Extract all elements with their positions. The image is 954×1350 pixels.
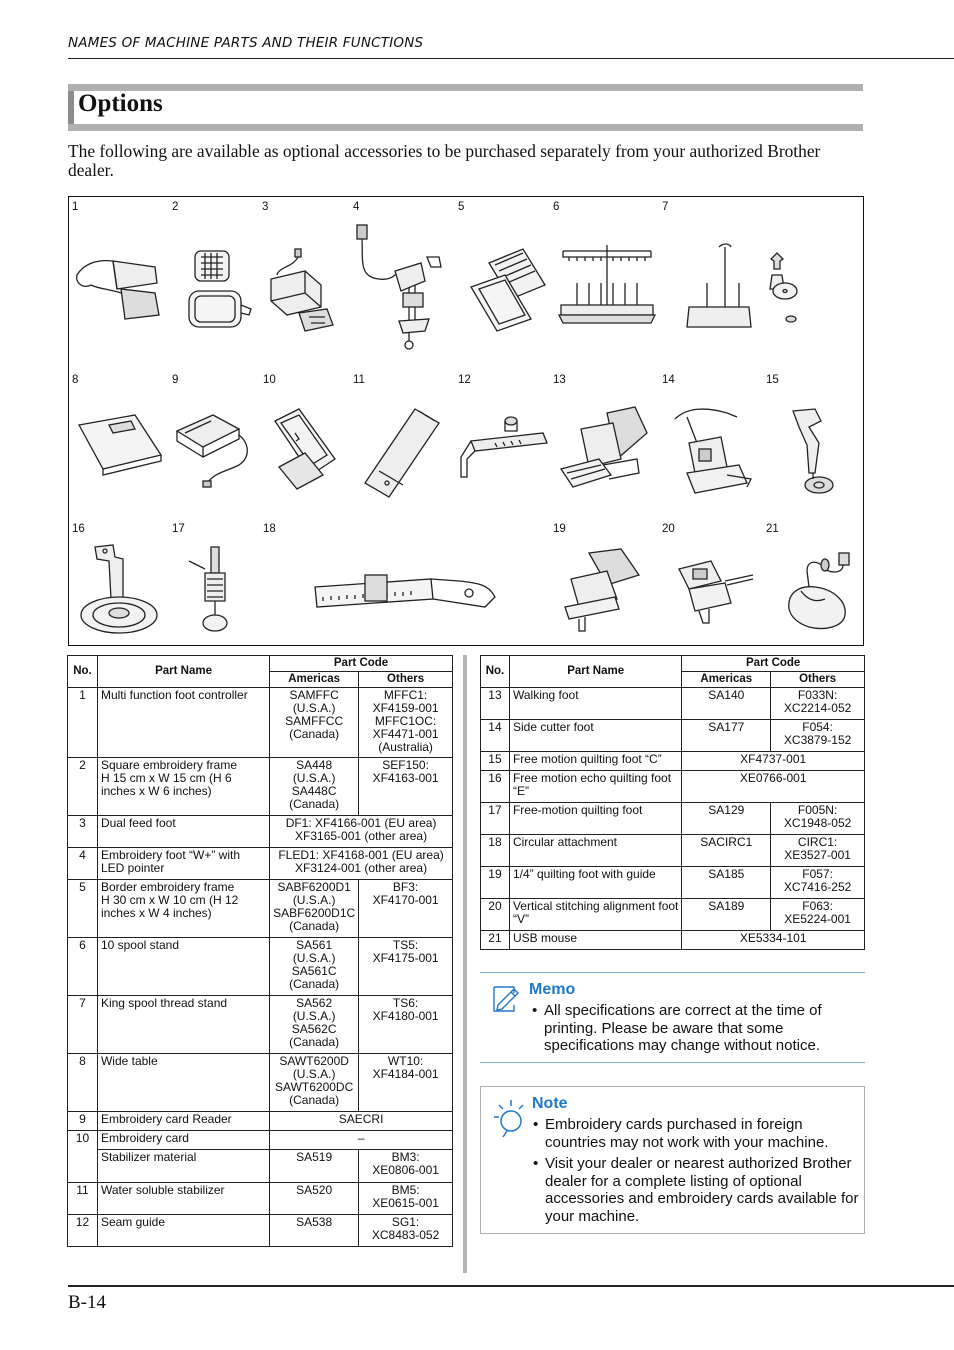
table-row xyxy=(481,835,865,867)
table-row xyxy=(68,1054,453,1112)
table-row xyxy=(68,1215,453,1247)
figure-number: 1 xyxy=(72,201,79,213)
cell-no: 11 xyxy=(68,1183,98,1215)
table-row xyxy=(68,688,453,758)
cell-part-name: Walking foot xyxy=(509,688,681,720)
cell-part-name: Free motion quilting foot “C” xyxy=(509,752,681,771)
cell-part-name: Border embroidery frame H 30 cm x W 10 cm (H 12 inches x W 4 inches) xyxy=(97,880,269,938)
cell-no: 17 xyxy=(481,803,510,835)
cell-no: 10 xyxy=(68,1131,98,1183)
cell-others: F057: XC7416-252 xyxy=(771,867,865,899)
cell-americas: SACIRC1 xyxy=(682,835,771,867)
cell-part-name: Stabilizer material xyxy=(97,1150,269,1183)
cell-no: 2 xyxy=(68,758,98,816)
embroidery-card-icon xyxy=(265,405,347,495)
memo-title: Memo xyxy=(529,981,576,998)
square-embroidery-frame-icon xyxy=(181,245,257,335)
cell-others: BF3: XF4170-001 xyxy=(359,880,453,938)
cell-americas: SA177 xyxy=(682,720,771,752)
cell-others: CIRC1: XE3527-001 xyxy=(771,835,865,867)
king-spool-stand-icon xyxy=(679,239,799,335)
figure-number: 4 xyxy=(353,201,360,213)
vertical-stitching-foot-icon xyxy=(669,553,759,629)
cell-part-name: Embroidery foot “W+” with LED pointer xyxy=(97,848,269,880)
embroidery-foot-led-icon xyxy=(349,221,449,356)
walking-foot-icon xyxy=(553,403,653,503)
intro-paragraph: The following are available as optional accessories to be purchased separately from your authorized Brother dealer. xyxy=(68,141,821,180)
note-item: • Embroidery cards purchased in foreign countries may not work with your machine. xyxy=(533,1116,829,1151)
bullet: • xyxy=(532,1002,538,1019)
figure-number: 7 xyxy=(662,201,669,213)
cell-part-code: SAECRI xyxy=(270,1112,453,1131)
col-header-no: No. xyxy=(481,656,510,688)
cell-americas: SA562 (U.S.A.) SA562C (Canada) xyxy=(270,996,359,1054)
cell-no: 4 xyxy=(68,848,98,880)
table-row xyxy=(68,1183,453,1215)
col-header-others: Others xyxy=(359,672,453,688)
free-motion-quilting-foot-c-icon xyxy=(779,403,849,499)
spool-stand-icon xyxy=(555,239,659,335)
col-header-part-code: Part Code xyxy=(270,656,453,672)
bullet: • xyxy=(533,1155,539,1172)
cell-americas: SA448 (U.S.A.) SA448C (Canada) xyxy=(270,758,359,816)
figure-number: 20 xyxy=(662,523,675,535)
usb-mouse-icon xyxy=(777,547,859,633)
cell-no: 14 xyxy=(481,720,510,752)
figure-number: 6 xyxy=(553,201,560,213)
seam-guide-icon xyxy=(455,413,551,485)
cell-americas: SAMFFC (U.S.A.) SAMFFCC (Canada) xyxy=(270,688,359,758)
figure-number: 17 xyxy=(172,523,185,535)
embroidery-card-reader-icon xyxy=(169,403,257,493)
cell-no: 16 xyxy=(481,771,510,803)
table-row xyxy=(481,899,865,931)
table-row xyxy=(68,816,453,848)
figure-number: 12 xyxy=(458,374,471,386)
border-embroidery-frame-icon xyxy=(465,245,553,335)
cell-part-code: XE5334-101 xyxy=(682,931,865,950)
cell-others: TS5: XF4175-001 xyxy=(359,938,453,996)
cell-others: SG1: XC8483-052 xyxy=(359,1215,453,1247)
col-header-americas: Americas xyxy=(682,672,771,688)
cell-no: 3 xyxy=(68,816,98,848)
cell-others: F063: XE5224-001 xyxy=(771,899,865,931)
cell-part-code: DF1: XF4166-001 (EU area) XF3165-001 (other area) xyxy=(270,816,453,848)
table-row xyxy=(481,688,865,720)
dual-feed-foot-icon xyxy=(265,243,341,339)
table-row xyxy=(68,880,453,938)
table-row xyxy=(68,1131,453,1150)
cell-no: 6 xyxy=(68,938,98,996)
table-row xyxy=(68,1112,453,1131)
circular-attachment-icon xyxy=(309,571,501,615)
foot-controller-icon xyxy=(73,249,165,329)
cell-americas: SA185 xyxy=(682,867,771,899)
cell-americas: SA519 xyxy=(270,1150,359,1183)
cell-part-name: Seam guide xyxy=(97,1215,269,1247)
figure-number: 11 xyxy=(353,374,365,386)
cell-americas: SA140 xyxy=(682,688,771,720)
note-item: • Visit your dealer or nearest authorized Brother dealer for a complete listing of optional accessories and embroidery cards available for your machine. xyxy=(533,1155,859,1225)
cell-part-name: Circular attachment xyxy=(509,835,681,867)
table-row xyxy=(68,938,453,996)
cell-part-name: Embroidery card xyxy=(97,1131,269,1150)
cell-others: BM5: XE0615-001 xyxy=(359,1183,453,1215)
figure-number: 2 xyxy=(172,201,179,213)
memo-pencil-icon xyxy=(492,985,522,1013)
cell-americas: SA189 xyxy=(682,899,771,931)
free-motion-echo-quilting-foot-icon xyxy=(75,543,161,639)
cell-part-code: – xyxy=(270,1131,453,1150)
side-cutter-foot-icon xyxy=(667,403,763,503)
cell-others: F005N: XC1948-052 xyxy=(771,803,865,835)
cell-no: 7 xyxy=(68,996,98,1054)
cell-no: 19 xyxy=(481,867,510,899)
options-figure xyxy=(68,196,864,646)
figure-number: 13 xyxy=(553,374,566,386)
cell-americas: SA538 xyxy=(270,1215,359,1247)
note-box xyxy=(480,1086,865,1234)
cell-americas: SA129 xyxy=(682,803,771,835)
page-title: Options xyxy=(78,90,163,117)
running-head: NAMES OF MACHINE PARTS AND THEIR FUNCTIONS xyxy=(68,35,424,51)
cell-others: SEF150: XF4163-001 xyxy=(359,758,453,816)
cell-others: TS6: XF4180-001 xyxy=(359,996,453,1054)
column-divider xyxy=(463,655,467,1273)
cell-part-name: Free motion echo quilting foot “E” xyxy=(509,771,681,803)
cell-no: 15 xyxy=(481,752,510,771)
table-row xyxy=(481,720,865,752)
cell-part-name: Multi function foot controller xyxy=(97,688,269,758)
cell-part-name: King spool thread stand xyxy=(97,996,269,1054)
cell-part-name: Water soluble stabilizer xyxy=(97,1183,269,1215)
cell-others: F054: XC3879-152 xyxy=(771,720,865,752)
cell-part-code: XF4737-001 xyxy=(682,752,865,771)
cell-no: 12 xyxy=(68,1215,98,1247)
cell-no: 21 xyxy=(481,931,510,950)
cell-no: 9 xyxy=(68,1112,98,1131)
note-title: Note xyxy=(532,1095,568,1112)
cell-part-name: USB mouse xyxy=(509,931,681,950)
table-row xyxy=(68,848,453,880)
title-bar-top xyxy=(68,84,863,91)
figure-number: 10 xyxy=(263,374,276,386)
table-row xyxy=(481,752,865,771)
table-row xyxy=(481,931,865,950)
figure-number: 16 xyxy=(72,523,85,535)
cell-no: 8 xyxy=(68,1054,98,1112)
memo-box xyxy=(480,972,865,1063)
figure-number: 8 xyxy=(72,374,79,386)
figure-number: 5 xyxy=(458,201,465,213)
footer-rule xyxy=(68,1285,954,1287)
col-header-americas: Americas xyxy=(270,672,359,688)
cell-no: 1 xyxy=(68,688,98,758)
water-soluble-stabilizer-icon xyxy=(359,405,449,501)
title-accent xyxy=(68,91,74,124)
quilting-foot-guide-icon xyxy=(559,545,651,635)
col-header-no: No. xyxy=(68,656,98,688)
cell-others: MFFC1: XF4159-001 MFFC1OC: XF4471-001 (Australia) xyxy=(359,688,453,758)
free-motion-quilting-foot-icon xyxy=(185,543,255,639)
col-header-part-code: Part Code xyxy=(682,656,865,672)
col-header-others: Others xyxy=(771,672,865,688)
header-rule xyxy=(68,58,954,59)
cell-part-name: Side cutter foot xyxy=(509,720,681,752)
cell-americas: SA561 (U.S.A.) SA561C (Canada) xyxy=(270,938,359,996)
cell-part-name: 1/4” quilting foot with guide xyxy=(509,867,681,899)
parts-table-left xyxy=(67,655,453,1247)
table-row xyxy=(68,1150,453,1183)
memo-item: • All specifications are correct at the time of printing. Please be aware that some specifications may change without notice. xyxy=(532,1002,822,1055)
table-row xyxy=(481,771,865,803)
note-lightbulb-icon xyxy=(491,1097,525,1137)
cell-americas: SA520 xyxy=(270,1183,359,1215)
cell-part-name: Free-motion quilting foot xyxy=(509,803,681,835)
col-header-part-name: Part Name xyxy=(97,656,269,688)
wide-table-icon xyxy=(73,411,165,477)
cell-no: 20 xyxy=(481,899,510,931)
parts-table-right xyxy=(480,655,865,950)
page-number: B-14 xyxy=(68,1292,106,1313)
table-row xyxy=(481,867,865,899)
cell-no: 13 xyxy=(481,688,510,720)
cell-others: F033N: XC2214-052 xyxy=(771,688,865,720)
cell-no: 5 xyxy=(68,880,98,938)
cell-part-name: Square embroidery frame H 15 cm x W 15 cm (H 6 inches x W 6 inches) xyxy=(97,758,269,816)
figure-number: 21 xyxy=(766,523,779,535)
figure-number: 3 xyxy=(262,201,269,213)
cell-part-name: Vertical stitching alignment foot “V” xyxy=(509,899,681,931)
cell-part-name: Wide table xyxy=(97,1054,269,1112)
cell-americas: SABF6200D1 (U.S.A.) SABF6200D1C (Canada) xyxy=(270,880,359,938)
figure-number: 15 xyxy=(766,374,779,386)
cell-americas: SAWT6200D (U.S.A.) SAWT6200DC (Canada) xyxy=(270,1054,359,1112)
table-row xyxy=(68,996,453,1054)
figure-number: 18 xyxy=(263,523,276,535)
table-row xyxy=(68,758,453,816)
table-row xyxy=(481,803,865,835)
cell-part-name: 10 spool stand xyxy=(97,938,269,996)
cell-part-name: Dual feed foot xyxy=(97,816,269,848)
bullet: • xyxy=(533,1116,539,1133)
figure-number: 14 xyxy=(662,374,675,386)
cell-others: WT10: XF4184-001 xyxy=(359,1054,453,1112)
figure-number: 9 xyxy=(172,374,179,386)
col-header-part-name: Part Name xyxy=(509,656,681,688)
cell-others: BM3: XE0806-001 xyxy=(359,1150,453,1183)
cell-part-name: Embroidery card Reader xyxy=(97,1112,269,1131)
cell-part-code: XE0766-001 xyxy=(682,771,865,803)
figure-number: 19 xyxy=(553,523,566,535)
cell-no: 18 xyxy=(481,835,510,867)
title-bar-bottom xyxy=(68,124,863,131)
cell-part-code: FLED1: XF4168-001 (EU area) XF3124-001 (other area) xyxy=(270,848,453,880)
